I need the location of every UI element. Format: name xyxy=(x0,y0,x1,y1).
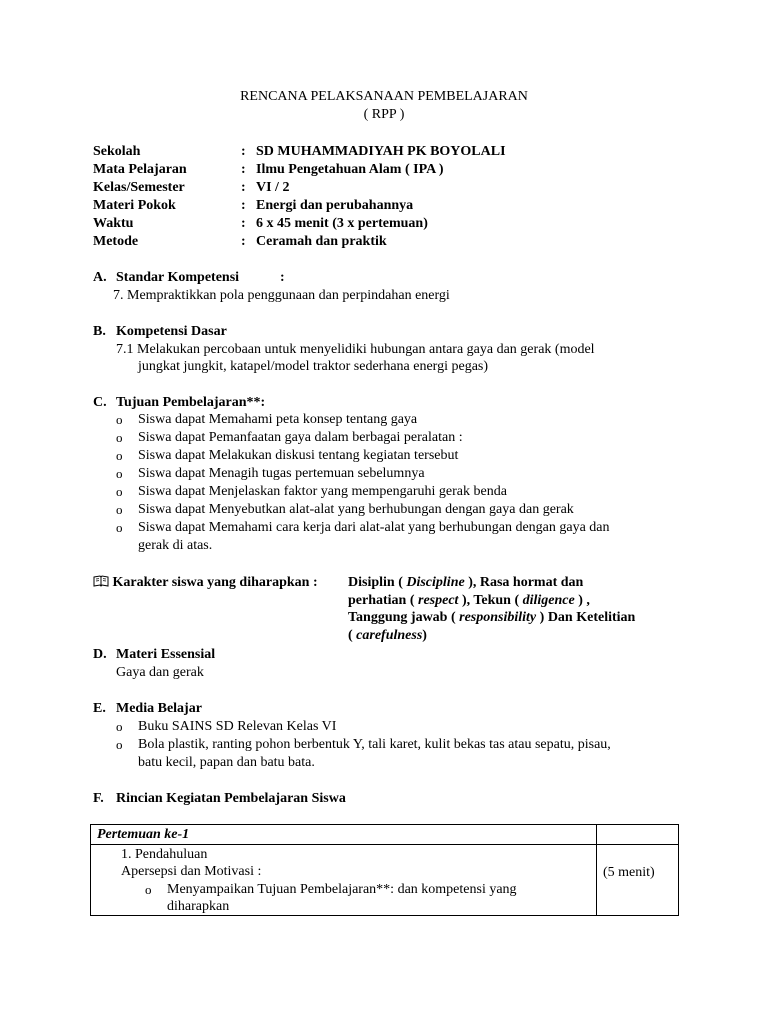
section-a-colon: : xyxy=(280,270,285,285)
list-item: Siswa dapat Menjelaskan faktor yang mempengaruhi gerak benda xyxy=(138,484,507,499)
table-column-divider xyxy=(596,825,597,915)
bullet-icon: o xyxy=(116,737,123,752)
info-value-materi: Energi dan perubahannya xyxy=(256,198,414,213)
section-a-letter: A. xyxy=(93,270,107,285)
info-colon: : xyxy=(241,198,246,213)
info-colon: : xyxy=(241,216,246,231)
section-d-text: Gaya dan gerak xyxy=(116,665,204,680)
list-item: Siswa dapat Memahami peta konsep tentang gaya xyxy=(138,412,418,427)
bullet-icon: o xyxy=(116,448,123,463)
section-a-text: 7. Mempraktikkan pola penggunaan dan perpindahan energi xyxy=(113,288,450,303)
table-item-line1: Menyampaikan Tujuan Pembelajaran**: dan kompetensi yang xyxy=(167,882,517,897)
section-d-heading: Materi Essensial xyxy=(116,647,216,662)
section-c-heading: Tujuan Pembelajaran**: xyxy=(116,395,266,410)
table-item-line2: diharapkan xyxy=(167,899,230,914)
section-f-letter: F. xyxy=(93,791,104,806)
bullet-icon: o xyxy=(145,882,152,897)
info-value-metode: Ceramah dan praktik xyxy=(256,234,387,249)
section-a-heading: Standar Kompetensi xyxy=(116,270,240,285)
section-b-letter: B. xyxy=(93,324,106,339)
karakter-line-1: Disiplin ( Discipline ), Rasa hormat dan xyxy=(348,575,584,590)
list-item: Bola plastik, ranting pohon berbentuk Y, tali karet, kulit bekas tas atau sepatu, pisau, xyxy=(138,737,611,752)
info-label-waktu: Waktu xyxy=(93,216,134,231)
section-e-letter: E. xyxy=(93,701,106,716)
bullet-icon: o xyxy=(116,502,123,517)
table-step: 1. Pendahuluan xyxy=(121,847,208,862)
section-d-letter: D. xyxy=(93,647,107,662)
bullet-icon: o xyxy=(116,430,123,445)
list-item: Siswa dapat Melakukan diskusi tentang kegiatan tersebut xyxy=(138,448,459,463)
karakter-line-4: ( carefulness) xyxy=(348,628,427,643)
list-item: Siswa dapat Memahami cara kerja dari alat-alat yang berhubungan dengan gaya dan xyxy=(138,520,610,535)
open-book-icon xyxy=(93,575,109,587)
activity-table xyxy=(90,824,679,916)
bullet-icon: o xyxy=(116,484,123,499)
info-value-mapel: Ilmu Pengetahuan Alam ( IPA ) xyxy=(256,162,444,177)
karakter-line-2: perhatian ( respect ), Tekun ( diligence ) , xyxy=(348,593,590,608)
info-label-materi: Materi Pokok xyxy=(93,198,176,213)
info-colon: : xyxy=(241,162,246,177)
section-f-heading: Rincian Kegiatan Pembelajaran Siswa xyxy=(116,791,346,806)
section-b-line1: 7.1 Melakukan percobaan untuk menyelidiki hubungan antara gaya dan gerak (model xyxy=(116,342,595,357)
table-row-divider xyxy=(91,844,678,845)
bullet-icon: o xyxy=(116,520,123,535)
karakter-label: Karakter siswa yang diharapkan : xyxy=(112,575,318,590)
karakter-line-3: Tanggung jawab ( responsibility ) Dan Ketelitian xyxy=(348,610,636,625)
section-e-heading: Media Belajar xyxy=(116,701,202,716)
info-value-waktu: 6 x 45 menit (3 x pertemuan) xyxy=(256,216,428,231)
info-colon: : xyxy=(241,180,246,195)
document-subtitle: ( RPP ) xyxy=(363,107,405,122)
bullet-icon: o xyxy=(116,412,123,427)
info-value-sekolah: SD MUHAMMADIYAH PK BOYOLALI xyxy=(256,144,506,159)
section-b-line2: jungkat jungkit, katapel/model traktor sederhana energi pegas) xyxy=(138,359,489,374)
list-item-continuation: gerak di atas. xyxy=(138,538,213,553)
info-label-metode: Metode xyxy=(93,234,139,249)
list-item: Buku SAINS SD Relevan Kelas VI xyxy=(138,719,337,734)
info-colon: : xyxy=(241,234,246,249)
list-item-continuation: batu kecil, papan dan batu bata. xyxy=(138,755,315,770)
document-title: RENCANA PELAKSANAAN PEMBELAJARAN xyxy=(240,89,528,104)
bullet-icon: o xyxy=(116,466,123,481)
section-b-heading: Kompetensi Dasar xyxy=(116,324,227,339)
section-c-letter: C. xyxy=(93,395,107,410)
table-time: (5 menit) xyxy=(603,865,655,880)
list-item: Siswa dapat Pemanfaatan gaya dalam berbagai peralatan : xyxy=(138,430,463,445)
table-header: Pertemuan ke-1 xyxy=(97,827,190,842)
list-item: Siswa dapat Menyebutkan alat-alat yang berhubungan dengan gaya dan gerak xyxy=(138,502,574,517)
info-label-mapel: Mata Pelajaran xyxy=(93,162,187,177)
info-colon: : xyxy=(241,144,246,159)
table-sub: Apersepsi dan Motivasi : xyxy=(121,864,262,879)
info-label-sekolah: Sekolah xyxy=(93,144,141,159)
list-item: Siswa dapat Menagih tugas pertemuan sebelumnya xyxy=(138,466,425,481)
bullet-icon: o xyxy=(116,719,123,734)
info-label-kelas: Kelas/Semester xyxy=(93,180,185,195)
info-value-kelas: VI / 2 xyxy=(256,180,290,195)
